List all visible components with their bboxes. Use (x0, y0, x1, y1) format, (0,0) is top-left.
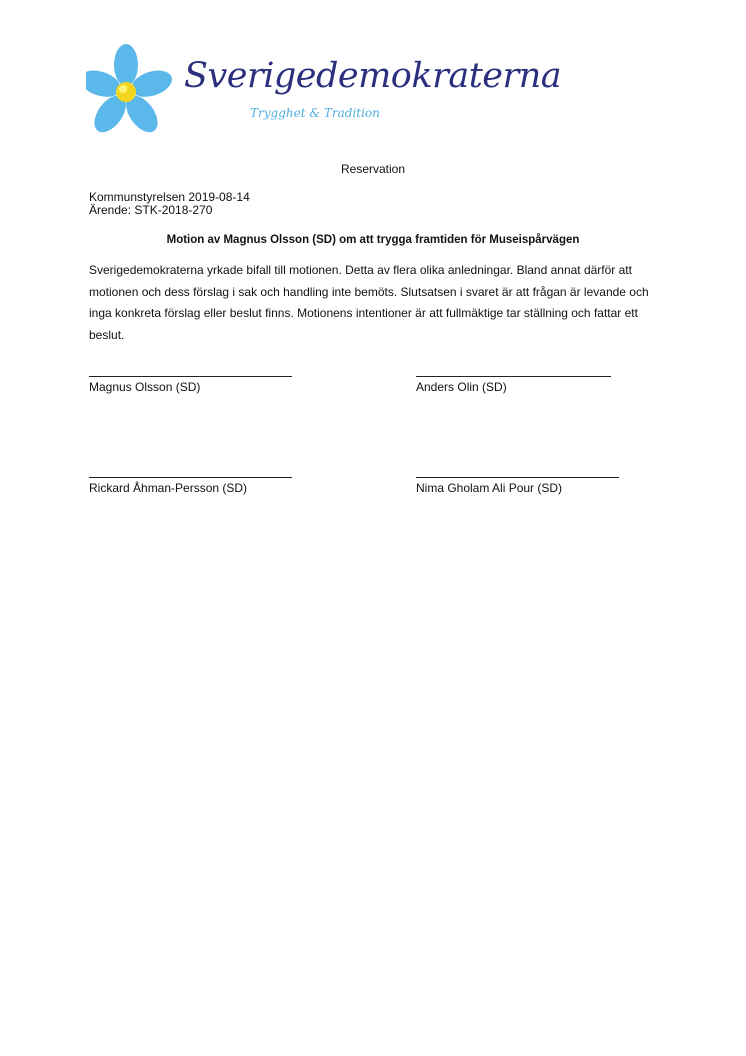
signature-block (89, 376, 292, 394)
signatory-name: Nima Gholam Ali Pour (SD) (416, 481, 563, 495)
signature-block (89, 477, 292, 495)
document-subject: Motion av Magnus Olsson (SD) om att trygga framtiden för Museispårvägen (166, 234, 580, 246)
document-type: Reservation (340, 162, 406, 176)
signature-line (416, 477, 619, 478)
logo-tagline: Trygghet & Tradition (250, 106, 380, 120)
document-body: Sverigedemokraterna yrkade bifall till motionen. Detta av flera olika anledningar. Bland annat därför att motionen och dess förslag i sak och handling inte bemöts. Slutsatsen i svaret är att frågan är levande och inga konkreta förslag eller beslut finns. Motionens intentioner är att fullmäktige tar ställning och fattar ett beslut. (89, 263, 649, 343)
flower-icon (86, 42, 186, 134)
signature-line (89, 376, 292, 377)
signatory-name: Anders Olin (SD) (416, 380, 507, 394)
signature-line (416, 376, 611, 377)
signature-line (89, 477, 292, 478)
signature-block (416, 376, 611, 394)
case-number: Ärende: STK-2018-270 (89, 203, 213, 217)
signatory-name: Magnus Olsson (SD) (89, 380, 201, 394)
meeting-date: Kommunstyrelsen 2019-08-14 (89, 190, 250, 204)
party-logo (86, 42, 562, 134)
document-meta (89, 191, 250, 217)
signature-block (416, 477, 619, 495)
logo-wordmark: Sverigedemokraterna (184, 56, 562, 96)
signatory-name: Rickard Åhman-Persson (SD) (89, 481, 248, 495)
